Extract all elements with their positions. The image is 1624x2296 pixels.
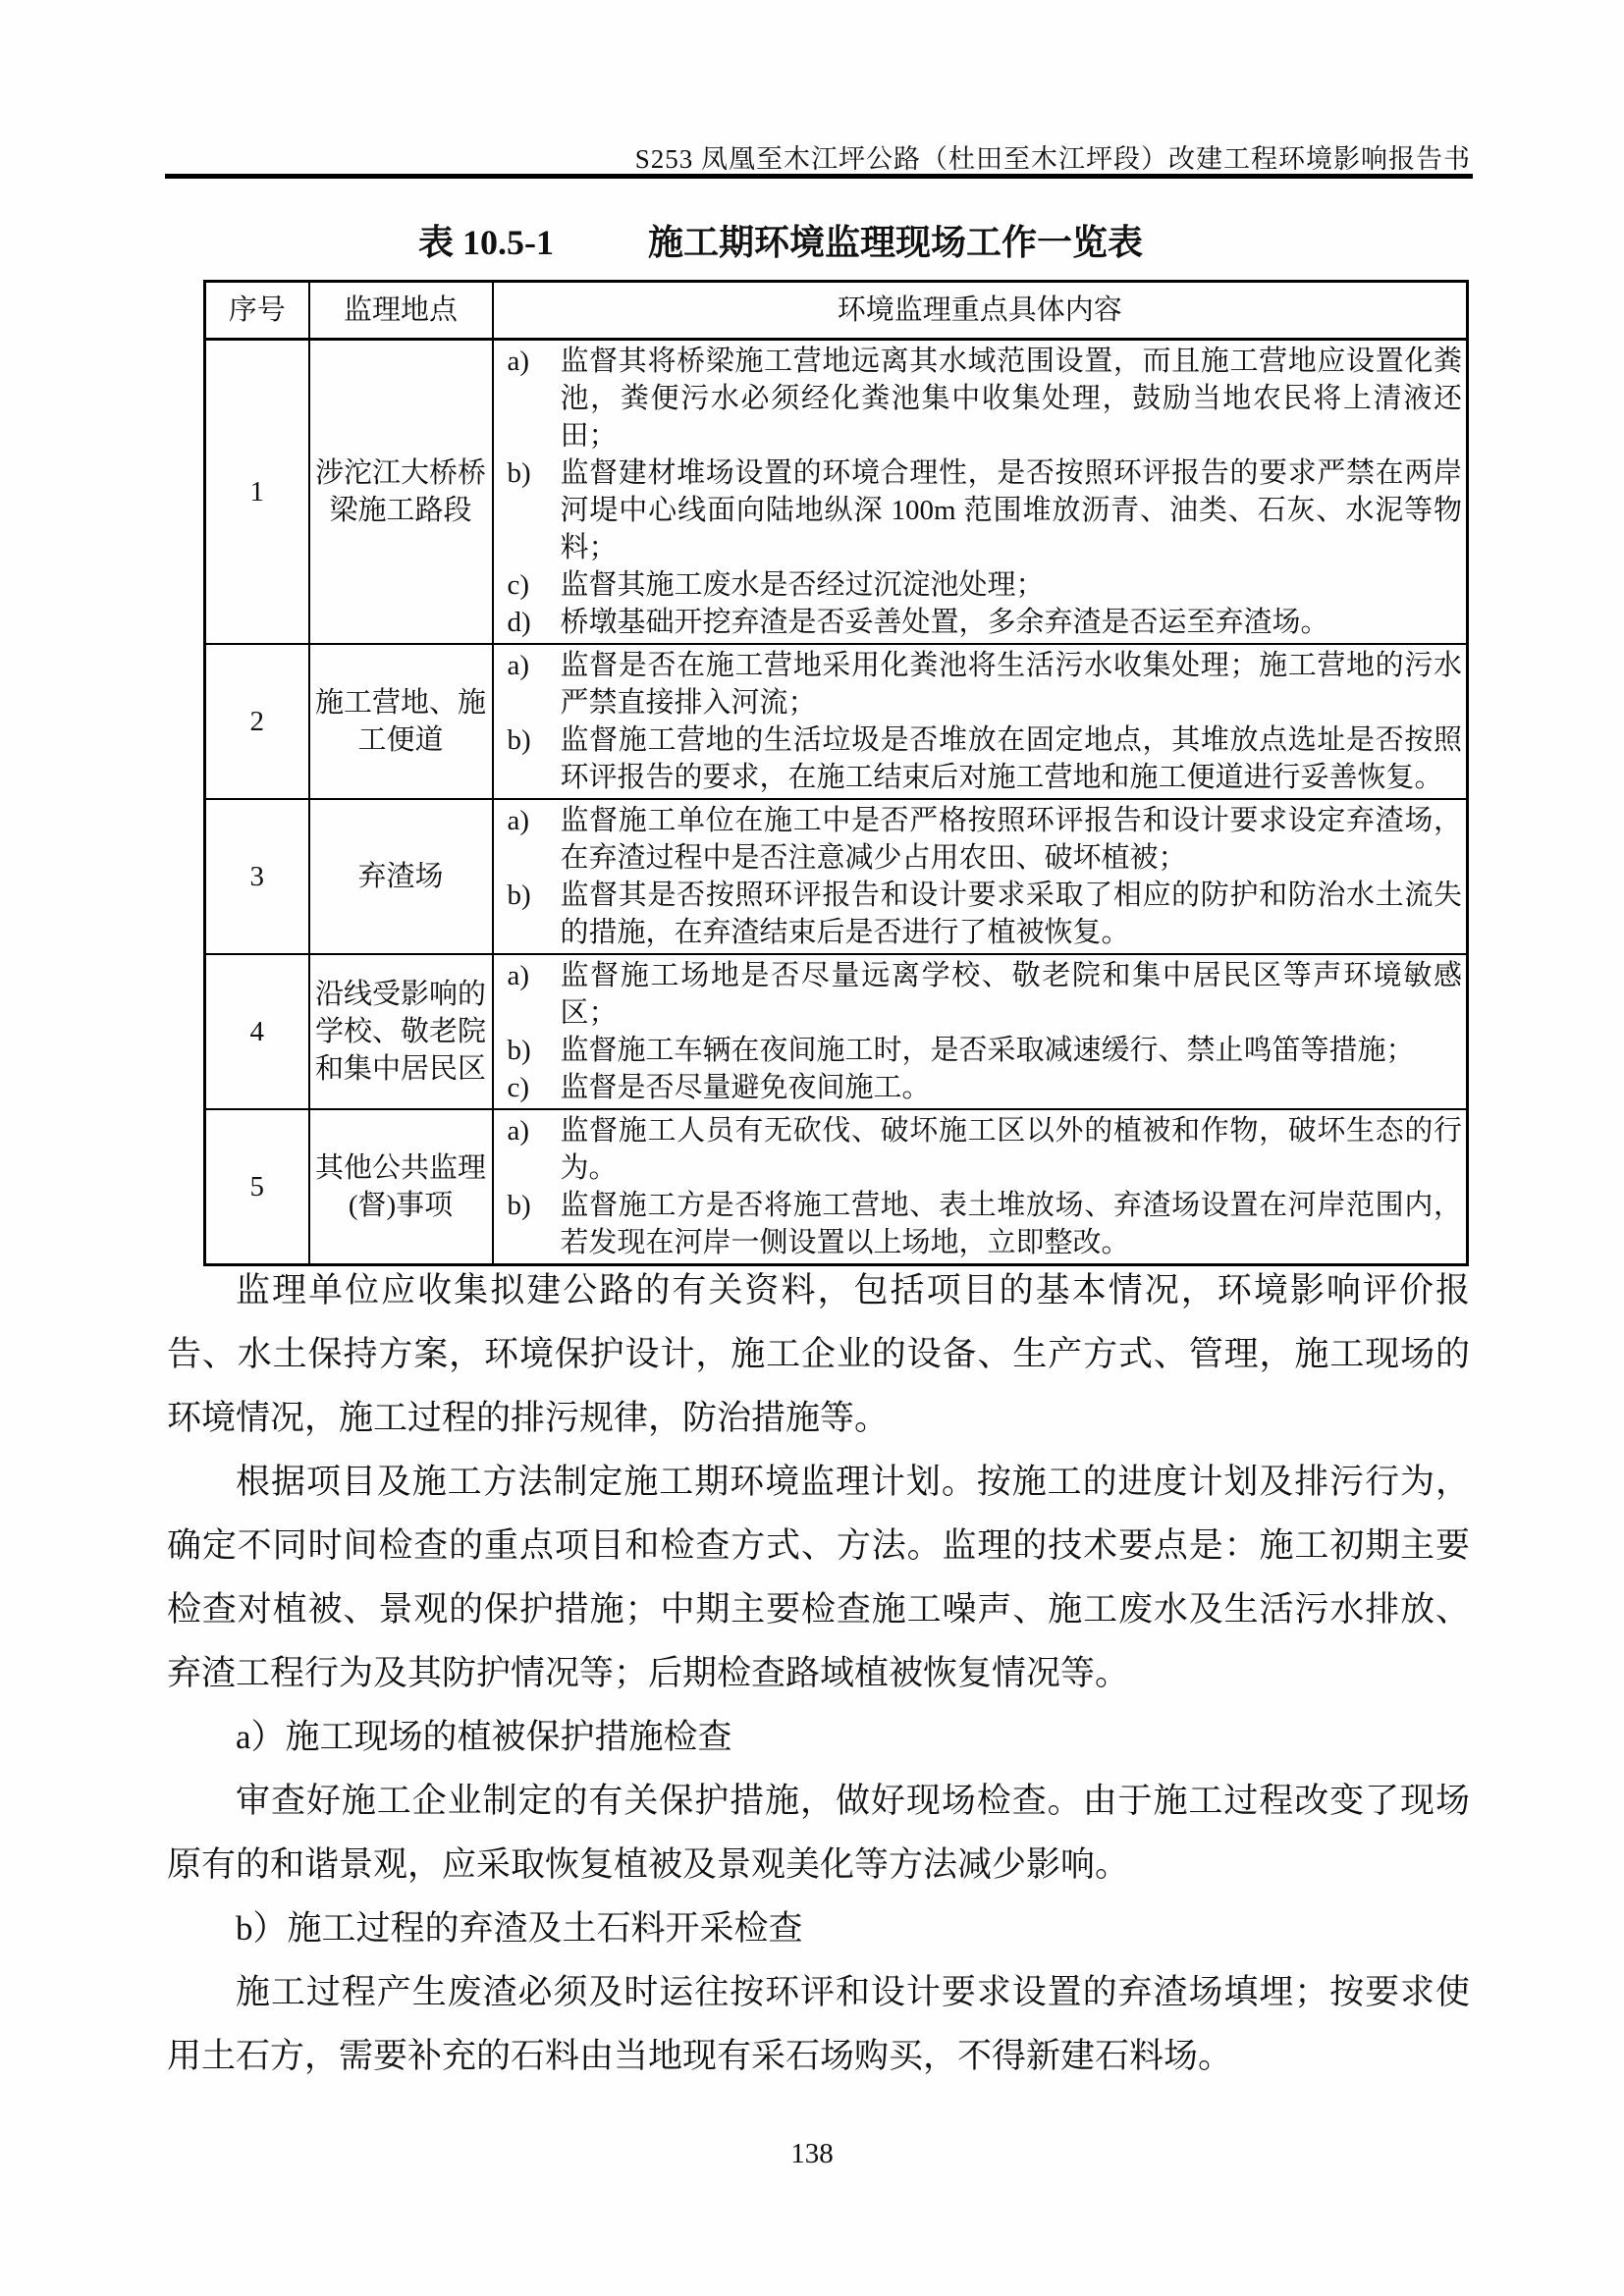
row-content bbox=[493, 340, 1468, 645]
row-number: 3 bbox=[205, 799, 309, 954]
table-caption-title: 施工期环境监理现场工作一览表 bbox=[647, 223, 1143, 262]
row-number: 2 bbox=[205, 644, 309, 799]
list-item: a) 监督施工人员有无砍伐、破坏施工区以外的植被和作物，破坏生态的行为。 bbox=[507, 1115, 1462, 1184]
row-location: 弃渣场 bbox=[309, 799, 493, 954]
row-content bbox=[493, 799, 1468, 954]
list-item: b) 监督建材堆场设置的环境合理性，是否按照环评报告的要求严禁在两岸河堤中心线面向陆地纵深 100m 范围堆放沥青、油类、石灰、水泥等物料； bbox=[507, 457, 1462, 563]
table-row bbox=[205, 340, 1468, 645]
list-item: b) 监督施工方是否将施工营地、表土堆放场、弃渣场设置在河岸范围内，若发现在河岸一侧设置以上场地，立即整改。 bbox=[507, 1190, 1462, 1258]
row-location: 沿线受影响的学校、敬老院和集中居民区 bbox=[309, 954, 493, 1109]
paragraph: 审查好施工企业制定的有关保护措施，做好现场检查。由于施工过程改变了现场原有的和谐景观，应采取恢复植被及景观美化等方法减少影响。 bbox=[167, 1782, 1470, 1884]
row-location: 施工营地、施工便道 bbox=[309, 644, 493, 799]
running-header: S253 凤凰至木江坪公路（杜田至木江坪段）改建工程环境影响报告书 bbox=[634, 144, 1471, 174]
row-number: 1 bbox=[205, 340, 309, 645]
table-row bbox=[205, 954, 1468, 1109]
row-location: 其他公共监理(督)事项 bbox=[309, 1109, 493, 1265]
paragraph: 监理单位应收集拟建公路的有关资料，包括项目的基本情况，环境影响评价报告、水土保持方案，环境保护设计，施工企业的设备、生产方式、管理，施工现场的环境情况，施工过程的排污规律，防治措施等。 bbox=[167, 1271, 1470, 1437]
list-item: a) 监督施工场地是否尽量远离学校、敬老院和集中居民区等声环境敏感区； bbox=[507, 960, 1462, 1029]
column-header-no: 序号 bbox=[205, 282, 309, 340]
paragraph: 根据项目及施工方法制定施工期环境监理计划。按施工的进度计划及排污行为，确定不同时间检查的重点项目和检查方式、方法。监理的技术要点是：施工初期主要检查对植被、景观的保护措施；中期主要检查施工噪声、施工废水及生活污水排放、弃渣工程行为及其防护情况等；后期检查路域植被恢复情况等。 bbox=[167, 1463, 1470, 1692]
row-number: 5 bbox=[205, 1109, 309, 1265]
list-item: a) 监督是否在施工营地采用化粪池将生活污水收集处理；施工营地的污水严禁直接排入河流； bbox=[507, 650, 1462, 719]
column-header-content: 环境监理重点具体内容 bbox=[493, 282, 1468, 340]
list-item: c) 监督其施工废水是否经过沉淀池处理； bbox=[507, 569, 1045, 601]
list-item: b) 监督施工营地的生活垃圾是否堆放在固定地点，其堆放点选址是否按照环评报告的要求，在施工结束后对施工营地和施工便道进行妥善恢复。 bbox=[507, 724, 1462, 793]
list-item: b) 监督施工车辆在夜间施工时，是否采取减速缓行、禁止鸣笛等措施； bbox=[507, 1035, 1415, 1066]
paragraph: 施工过程产生废渣必须及时运往按环评和设计要求设置的弃渣场填埋；按要求使用土石方，需要补充的石料由当地现有采石场购买，不得新建石料场。 bbox=[167, 1973, 1470, 2075]
list-item: c) 监督是否尽量避免夜间施工。 bbox=[507, 1072, 931, 1103]
header-rule bbox=[165, 174, 1473, 179]
monitoring-table bbox=[203, 280, 1469, 1266]
list-item: d) 桥墩基础开挖弃渣是否妥善处置，多余弃渣是否运至弃渣场。 bbox=[507, 607, 1329, 638]
list-item: a) 监督其将桥梁施工营地远离其水域范围设置，而且施工营地应设置化粪池，粪便污水必须经化粪池集中收集处理，鼓励当地农民将上清液还田； bbox=[507, 346, 1462, 452]
table-row bbox=[205, 644, 1468, 799]
column-header-location: 监理地点 bbox=[309, 282, 493, 340]
row-content bbox=[493, 954, 1468, 1109]
row-location: 涉沱江大桥桥梁施工路段 bbox=[309, 340, 493, 645]
list-item: b) 监督其是否按照环评报告和设计要求采取了相应的防护和防治水土流失的措施，在弃渣结束后是否进行了植被恢复。 bbox=[507, 880, 1462, 948]
table-header-row bbox=[205, 282, 1468, 340]
row-content bbox=[493, 644, 1468, 799]
table-caption bbox=[167, 215, 1394, 265]
table-row bbox=[205, 799, 1468, 954]
row-content bbox=[493, 1109, 1468, 1265]
row-number: 4 bbox=[205, 954, 309, 1109]
list-item: a) 监督施工单位在施工中是否严格按照环评报告和设计要求设定弃渣场，在弃渣过程中是否注意减少占用农田、破坏植被； bbox=[507, 805, 1462, 874]
table-row bbox=[205, 1109, 1468, 1265]
subheading-a: a）施工现场的植被保护措施检查 bbox=[236, 1718, 732, 1756]
subheading-b: b）施工过程的弃渣及土石料开采检查 bbox=[236, 1909, 803, 1948]
table-caption-label: 表 10.5-1 bbox=[417, 223, 554, 262]
page-number: 138 bbox=[790, 2138, 834, 2169]
body-text bbox=[167, 1258, 1470, 2088]
